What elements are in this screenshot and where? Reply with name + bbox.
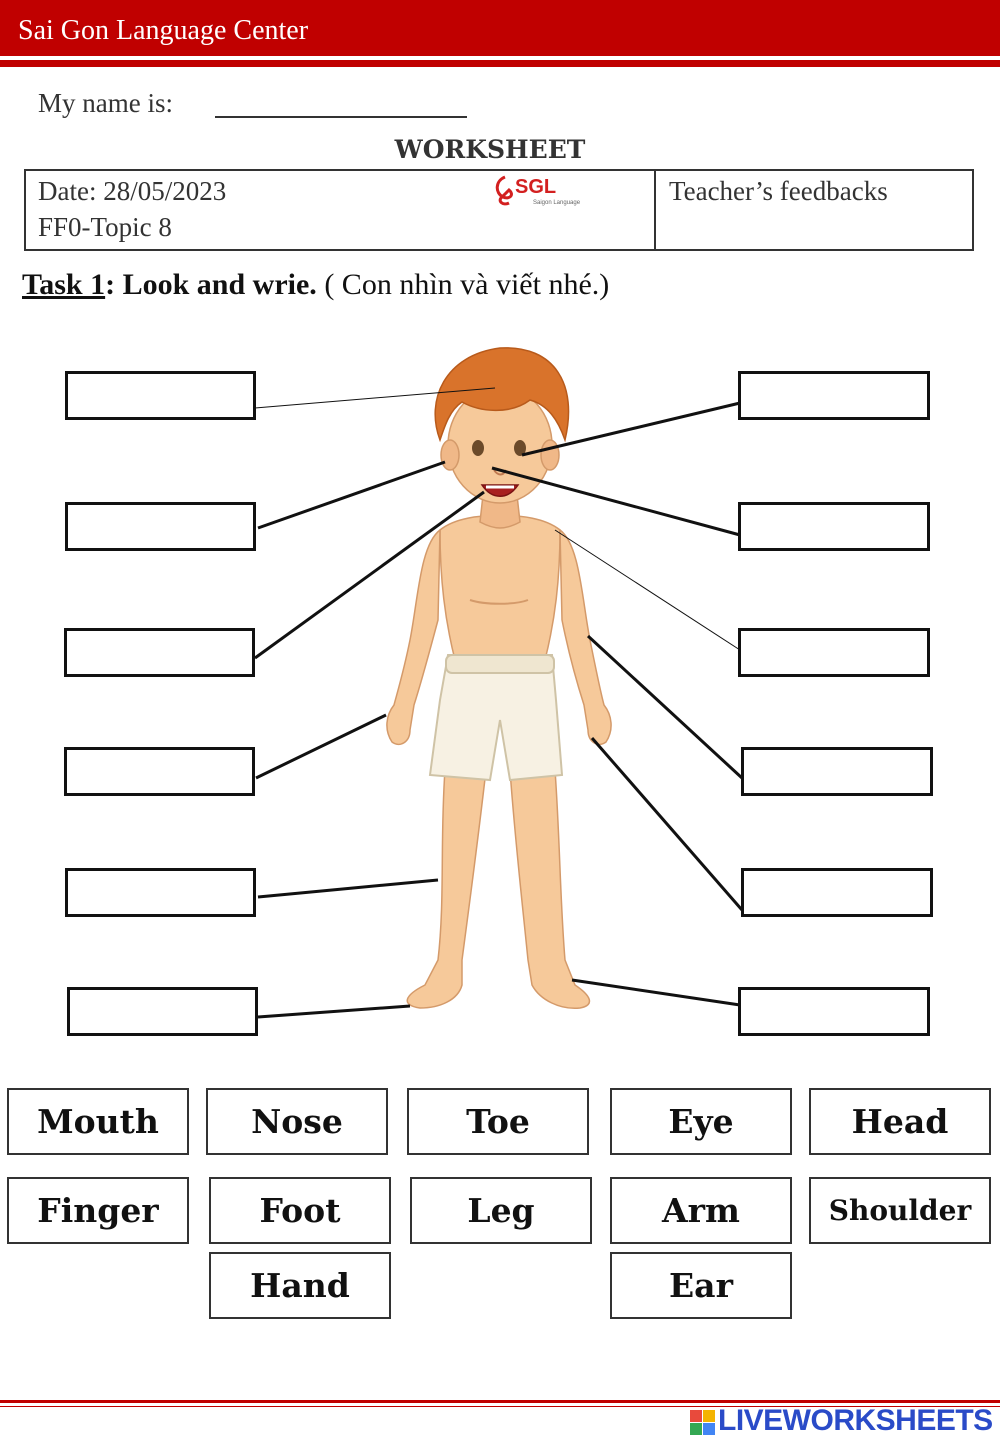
- sgl-logo: [493, 173, 593, 209]
- date-text: Date: 28/05/2023: [38, 176, 227, 206]
- answer-box-right-1[interactable]: [738, 371, 930, 420]
- word-tile-leg[interactable]: Leg: [410, 1177, 592, 1244]
- word-tile-foot[interactable]: Foot: [209, 1177, 391, 1244]
- answer-box-right-3[interactable]: [738, 628, 930, 677]
- logo-text: SGL: [515, 176, 557, 198]
- task-instruction-text: : Look and wrie.: [105, 268, 317, 301]
- answer-box-left-4[interactable]: [64, 747, 255, 796]
- topic-text: FF0-Topic 8: [38, 212, 172, 242]
- word-tile-mouth[interactable]: Mouth: [7, 1088, 189, 1155]
- task-instruction: [22, 268, 609, 302]
- answer-box-left-6[interactable]: [67, 987, 258, 1036]
- answer-box-left-1[interactable]: [65, 371, 256, 420]
- word-tile-hand[interactable]: Hand: [209, 1252, 391, 1319]
- task-translation: ( Con nhìn và viết nhé.): [316, 268, 610, 301]
- center-name: Sai Gon Language Center: [18, 15, 309, 46]
- liveworksheets-brand: LIVEWORKSHEETS: [718, 1404, 993, 1437]
- teacher-feedback-label: Teacher’s feedbacks: [669, 176, 888, 206]
- answer-box-left-5[interactable]: [65, 868, 256, 917]
- answer-box-right-4[interactable]: [741, 747, 933, 796]
- logo-subtext: Saigon Language: [533, 200, 581, 206]
- body-parts-figure: [0, 330, 1000, 1050]
- answer-box-right-2[interactable]: [738, 502, 930, 551]
- word-tile-arm[interactable]: Arm: [610, 1177, 792, 1244]
- answer-box-right-5[interactable]: [741, 868, 933, 917]
- name-field[interactable]: [215, 116, 467, 118]
- word-tile-nose[interactable]: Nose: [206, 1088, 388, 1155]
- word-tile-toe[interactable]: Toe: [407, 1088, 589, 1155]
- word-tile-finger[interactable]: Finger: [7, 1177, 189, 1244]
- task-label: Task 1: [22, 268, 106, 301]
- word-tile-ear[interactable]: Ear: [610, 1252, 792, 1319]
- footer-divider: [0, 1400, 1000, 1403]
- word-tile-eye[interactable]: Eye: [610, 1088, 792, 1155]
- info-table-divider: [654, 169, 656, 251]
- word-tile-head[interactable]: Head: [809, 1088, 991, 1155]
- answer-box-left-3[interactable]: [64, 628, 255, 677]
- worksheet-title: WORKSHEET: [394, 135, 586, 164]
- header-divider: [0, 60, 1000, 67]
- answer-box-right-6[interactable]: [738, 987, 930, 1036]
- liveworksheets-icon: [690, 1410, 716, 1436]
- answer-box-left-2[interactable]: [65, 502, 256, 551]
- name-label: My name is:: [38, 88, 173, 118]
- word-tile-shoulder[interactable]: Shoulder: [809, 1177, 991, 1244]
